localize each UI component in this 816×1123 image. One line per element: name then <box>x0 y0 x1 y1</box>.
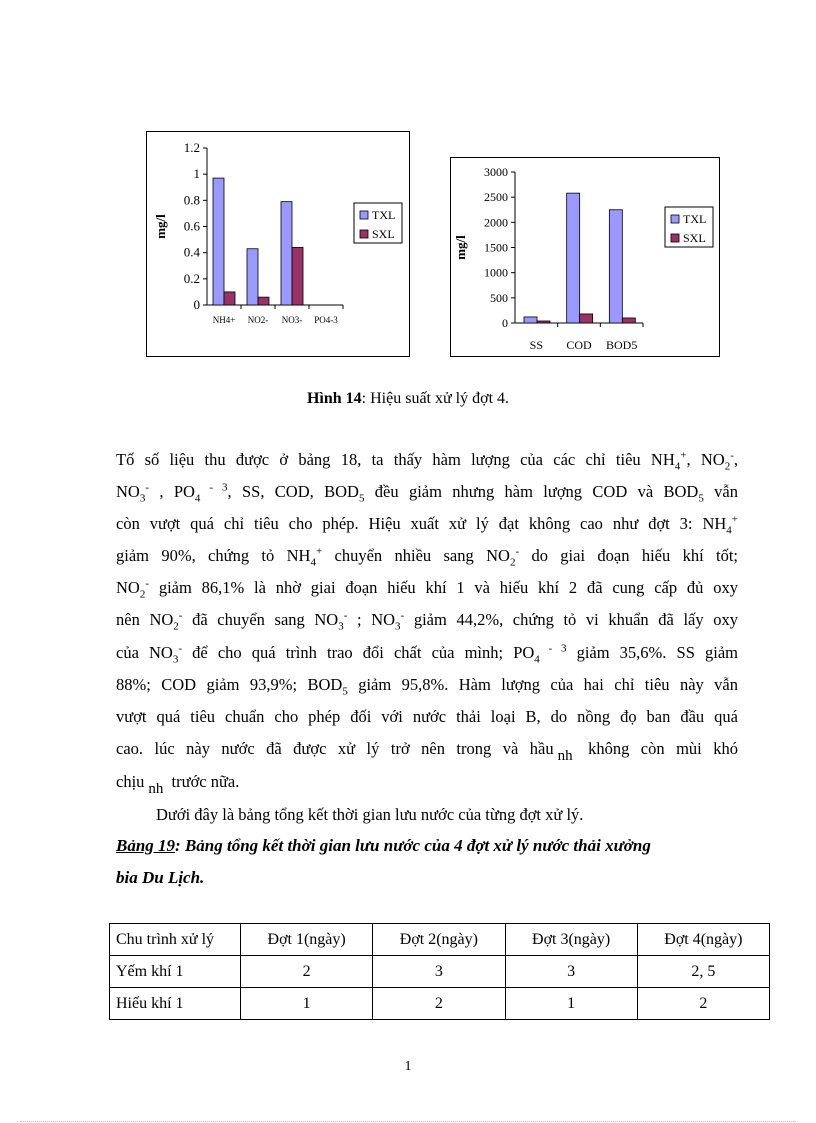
caption-label: Hình 14 <box>306 390 362 407</box>
caption-text: : Hiệu suất xử lý đợt 4. <box>361 390 510 407</box>
figure-caption <box>0 390 816 408</box>
x-category-label: COD <box>566 338 592 352</box>
para-line: chịu nh trước nữa. <box>116 771 240 797</box>
chart-1-frame <box>146 131 410 357</box>
table-cell: Đợt 1(ngày) <box>241 924 373 956</box>
legend-label: TXL <box>683 212 707 226</box>
table-cell: 3 <box>505 956 637 988</box>
y-tick-label: 500 <box>490 290 508 305</box>
y-tick-label: 1000 <box>484 265 508 280</box>
para-line: giảm 90%, chứng tỏ $NH_4^+$ chuyển nhiều sang $NO_2^-$ do giai đoạn hiếu khí tốt; <box>116 545 739 569</box>
y-tick-label: 0.2 <box>183 270 200 286</box>
legend-swatch <box>360 211 368 219</box>
bar-sxl <box>292 247 303 305</box>
table-cell: 2 <box>373 988 505 1020</box>
legend-label: TXL <box>372 208 396 222</box>
bar-txl <box>213 178 224 305</box>
table-cell: 2, 5 <box>637 956 769 988</box>
table-cell: 3 <box>373 956 505 988</box>
y-tick-label: 2500 <box>484 190 508 205</box>
bar-sxl <box>224 292 235 305</box>
bar-sxl <box>258 297 269 305</box>
para-line: Tố số liệu thu được ở bảng 18, ta thấy hàm lượng của các chỉ tiêu $NH_4^+$, $NO_2^-$, <box>116 449 738 473</box>
table-cell: Chu trình xử lý <box>110 924 241 956</box>
legend-swatch <box>671 234 679 242</box>
table-cell: 2 <box>637 988 769 1020</box>
table-cell: Đợt 3(ngày) <box>505 924 637 956</box>
bar-txl <box>247 249 258 305</box>
x-category-label: NO3- <box>281 315 303 325</box>
x-category-label: SS <box>529 338 544 352</box>
table-header-row <box>110 924 770 956</box>
table-cell: 1 <box>241 988 373 1020</box>
x-category-label: PO4-3 <box>314 315 338 325</box>
table-caption-text: : Bảng tổng kết thời gian lưu nước của 4 đợt xử lý nước thải xưởng <box>175 836 651 855</box>
table-caption <box>116 830 740 894</box>
bar-txl <box>609 210 622 323</box>
para-line: 88%; COD giảm 93,9%; $BOD_5$ giảm 95,8%. Hàm lượng của hai chỉ tiêu này vẫn <box>116 674 738 697</box>
y-tick-label: 0 <box>502 316 508 330</box>
table-cell: Yếm khí 1 <box>110 956 241 988</box>
bar-sxl <box>537 321 550 323</box>
chart-2-frame <box>450 157 720 357</box>
para-line: $NO_3^-$ , $PO_4$ $^{- 3}$, SS, COD, $BOD_5$ đều giảm nhưng hàm lượng COD và $BOD_5$ vẫn <box>116 481 738 505</box>
bar-txl <box>567 193 580 323</box>
table-cell: 1 <box>505 988 637 1020</box>
y-tick-label: 1.2 <box>183 140 200 155</box>
table-cell: Đợt 4(ngày) <box>637 924 769 956</box>
table-caption-text-2: bia Du Lịch. <box>116 868 205 887</box>
legend-swatch <box>360 230 368 238</box>
table-cell: Đợt 2(ngày) <box>373 924 505 956</box>
para-line: $NO_2^-$ giảm 86,1% là nhờ giai đoạn hiếu khí 1 và hiếu khí 2 đã cung cấp đủ oxy <box>116 577 738 601</box>
retention-table <box>109 923 770 1020</box>
y-tick-label: 2000 <box>484 215 508 230</box>
para-line: cao. lúc này nước đã được xử lý trở nên trong và hầu nh không còn mùi khó <box>116 738 738 764</box>
para-line: Dưới đây là bảng tổng kết thời gian lưu nước của từng đợt xử lý. <box>156 805 584 825</box>
page-number: 1 <box>404 1059 412 1074</box>
y-tick-label: 0.8 <box>183 192 200 208</box>
chart-2 <box>451 158 719 356</box>
table-row <box>110 988 770 1020</box>
y-axis-label: mg/l <box>153 214 168 239</box>
y-tick-label: 1 <box>193 166 200 182</box>
para-line: nên $NO_2^-$ đã chuyển sang $NO_3^-$ ; $NO_3^-$ giảm 44,2%, chứng tỏ vi khuẩn đã lấy oxy <box>116 609 738 633</box>
y-tick-label: 0.4 <box>183 244 200 260</box>
bar-txl <box>524 317 537 323</box>
chart-1 <box>147 132 409 356</box>
legend-label: SXL <box>683 231 706 245</box>
legend-label: SXL <box>372 227 395 241</box>
table-row <box>110 956 770 988</box>
bar-sxl <box>622 318 635 323</box>
table-cell: Hiếu khí 1 <box>110 988 241 1020</box>
y-axis-label: mg/l <box>453 235 468 260</box>
x-category-label: BOD5 <box>605 338 638 352</box>
para-line: của $NO_3^-$ để cho quá trình trao đổi chất của mình; $PO_4$ $^{- 3}$ giảm 35,6%. SS giảm <box>116 642 739 665</box>
legend-swatch <box>671 215 679 223</box>
bar-txl <box>281 202 292 305</box>
y-tick-label: 3000 <box>484 165 508 179</box>
y-tick-label: 1500 <box>484 240 508 255</box>
bar-sxl <box>580 314 593 323</box>
page-divider <box>20 1121 796 1122</box>
y-tick-label: 0.6 <box>183 218 200 234</box>
x-category-label: NH4+ <box>212 315 236 325</box>
para-line: còn vượt quá chỉ tiêu cho phép. Hiệu xuất xử lý đạt không cao như đợt 3: $NH_4^+$ <box>116 513 738 537</box>
para-line: vượt quá tiêu chuẩn cho phép đối với nước thải loại B, do nồng đọ ban đầu quá <box>116 706 738 726</box>
table-cell: 2 <box>241 956 373 988</box>
table-caption-label: Bảng 19 <box>116 836 176 855</box>
x-category-label: NO2- <box>247 315 269 325</box>
body-paragraph <box>116 444 738 831</box>
y-tick-label: 0 <box>193 297 200 312</box>
